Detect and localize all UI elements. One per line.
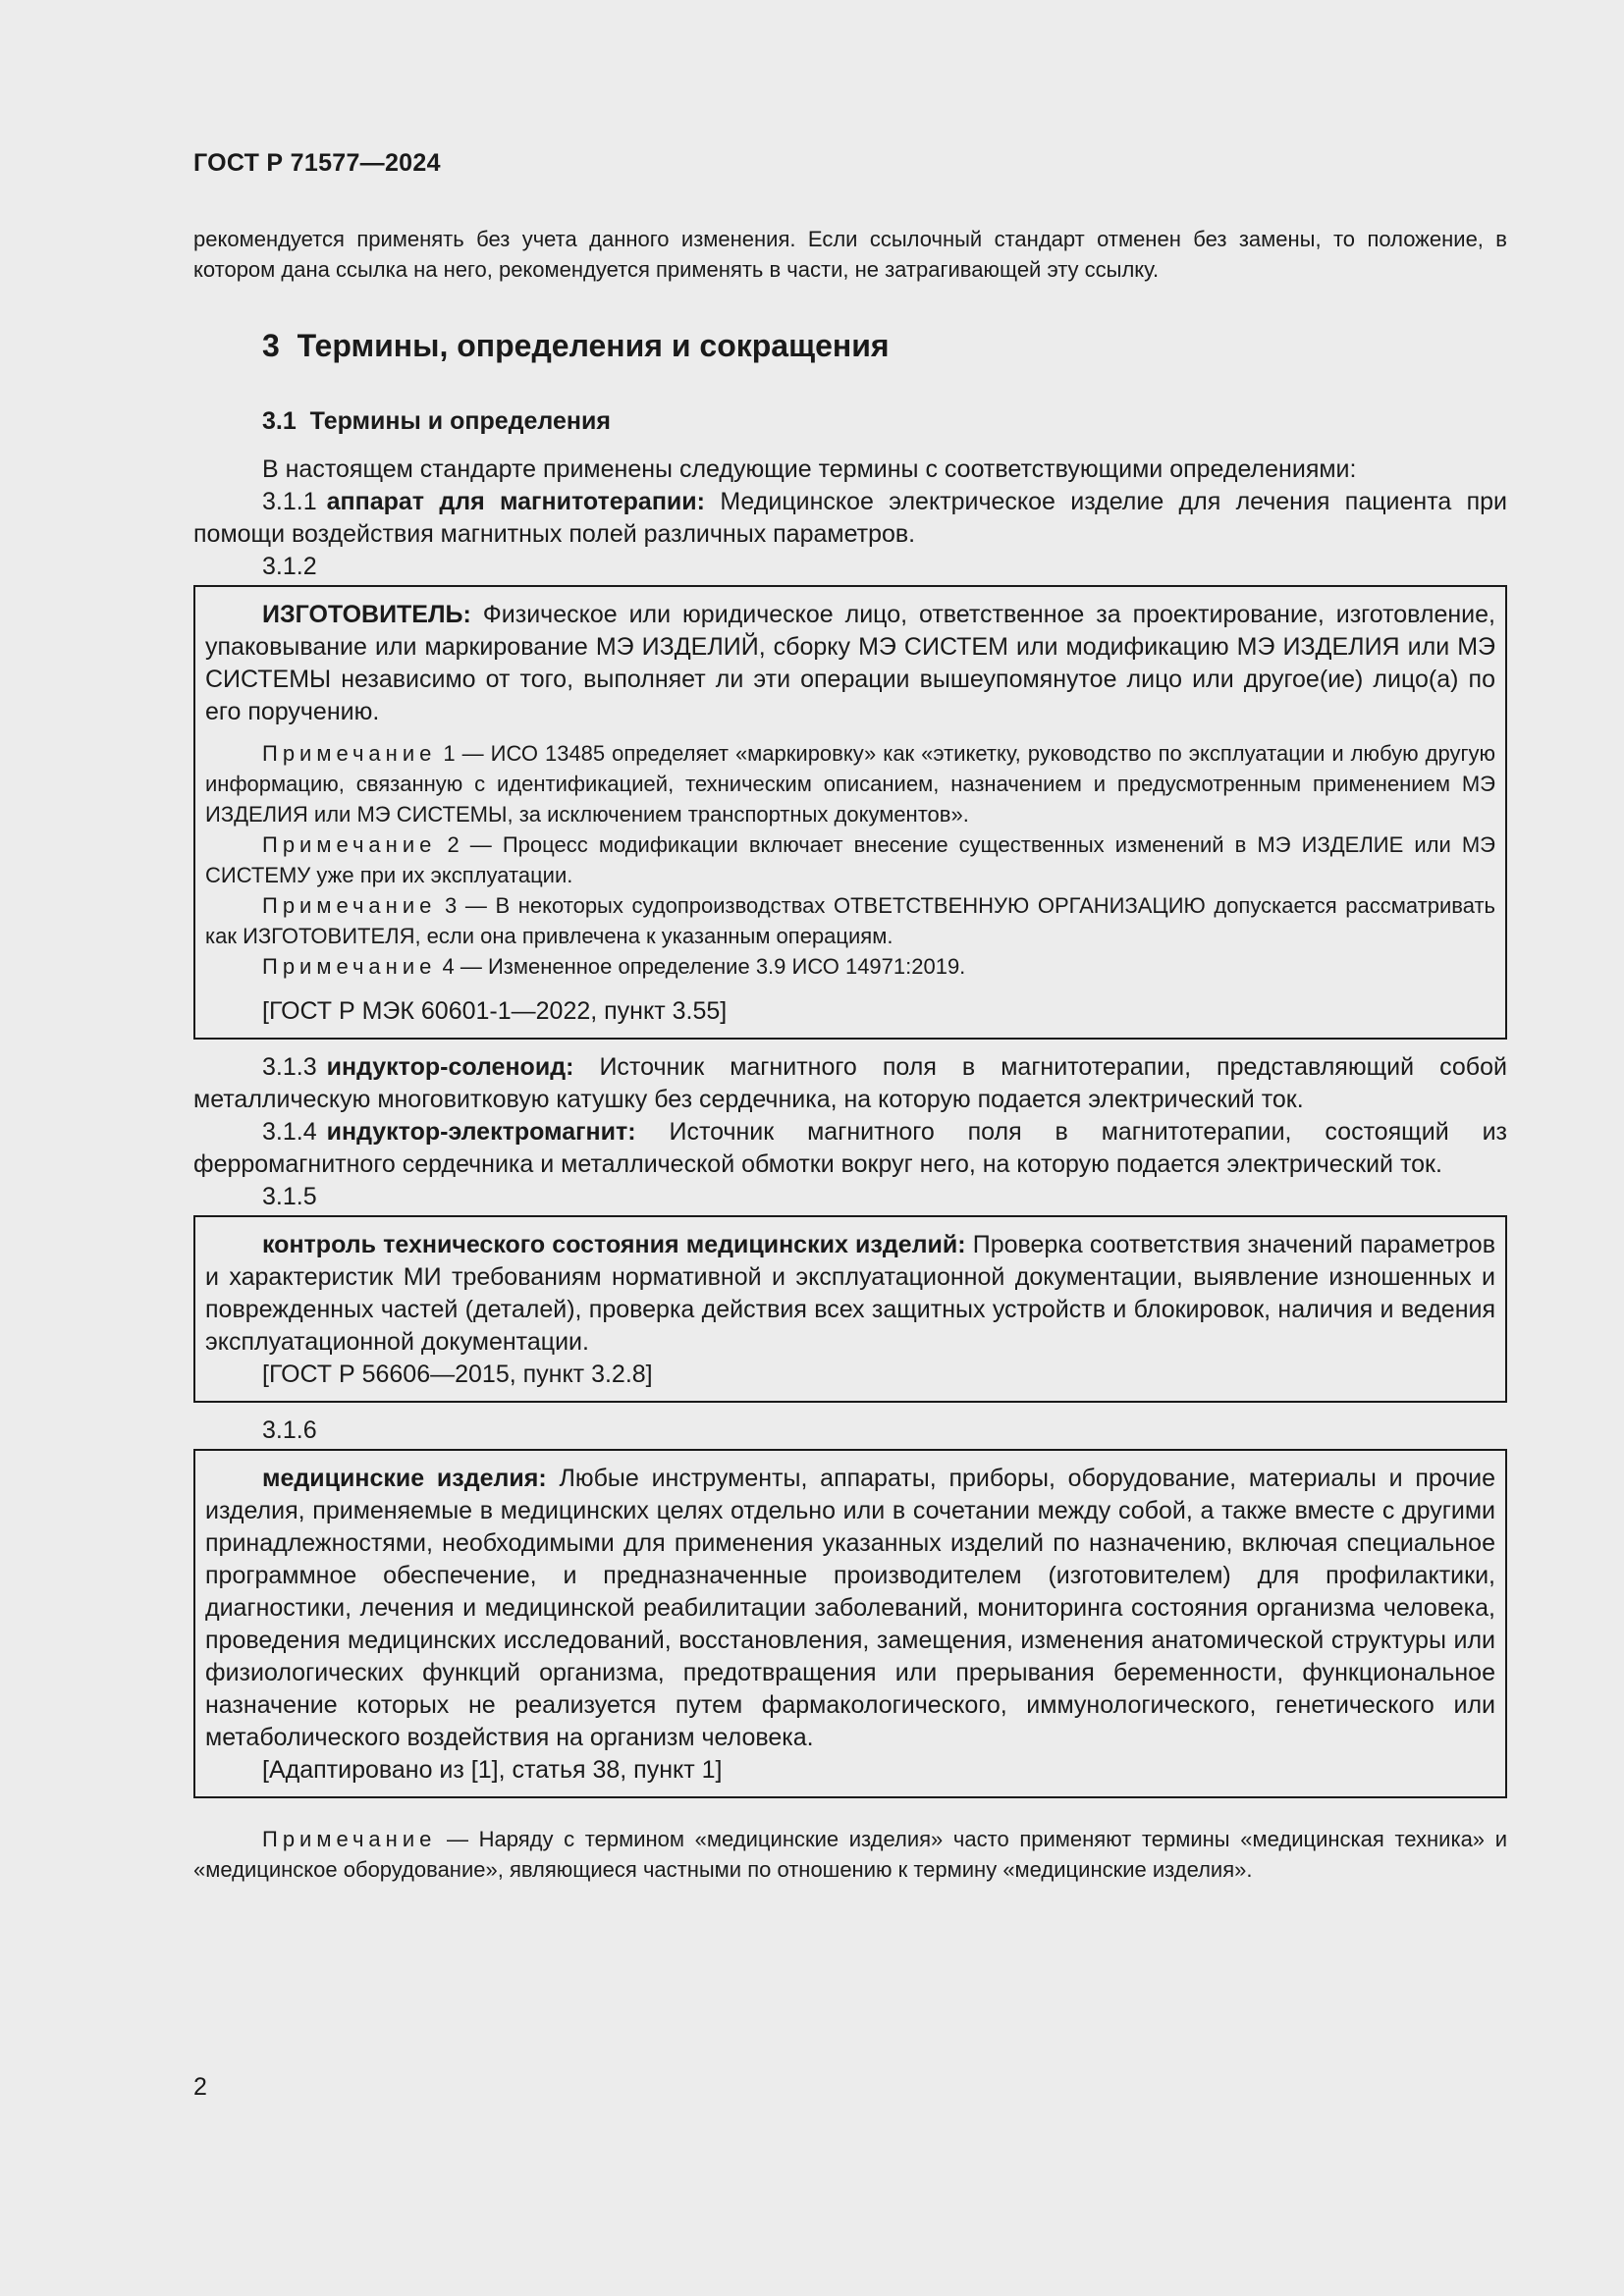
term-definition: Физическое или юридическое лицо, ответственное за проектирование, изготовление, упаковывание или маркирование МЭ ИЗДЕЛИЙ, сборку МЭ СИСТЕМ или модификацию МЭ ИЗДЕЛИЯ или МЭ СИСТЕМЫ независимо от того, выполняет ли эти операции вышеупомянутое лицо или другое(ие) лицо(а) по его поручению. [205, 601, 1495, 725]
term-3-1-2-number: 3.1.2 [262, 553, 317, 580]
subsection-number: 3.1 [262, 407, 297, 435]
page-content [193, 224, 1507, 1885]
page-number: 2 [193, 2073, 207, 2101]
term-definition: Источник магнитного поля в магнитотерапии, представляющий собой металлическую многовитковую катушку без сердечника, на которую подается электрический ток. [193, 1053, 1507, 1113]
term-3-1-5 [205, 1229, 1495, 1359]
term-source: [Адаптировано из [1], статья 38, пункт 1] [262, 1756, 723, 1784]
term-name: индуктор-соленоид: [326, 1053, 574, 1081]
subsection-heading [262, 404, 1507, 438]
note-label: Примечание [262, 1827, 437, 1851]
note-label: Примечание [262, 893, 437, 918]
term-name: аппарат для магнитотерапии: [326, 488, 705, 515]
term-definition: Медицинское электрическое изделие для лечения пациента при помощи воздействия магнитных полей различных параметров. [193, 488, 1508, 548]
term-name: контроль технического состояния медицинских изделий: [262, 1231, 966, 1258]
term-number: 3.1.4 [262, 1118, 317, 1146]
term-definition: Проверка соответствия значений параметров и характеристик МИ требованиям нормативной и эксплуатационной документации, выявление изношенных и поврежденных частей (деталей), проверка действия всех защитных устройств и блокировок, наличия и ведения эксплуатационной документации. [205, 1231, 1495, 1356]
term-definition: Любые инструменты, аппараты, приборы, оборудование, материалы и прочие изделия, применяемые в медицинских целях отдельно или в сочетании между собой, а также вместе с другими принадлежностями, необходимыми для применения указанных изделий по назначению, включая специальное программное обеспечение, и предназначенные производителем (изготовителем) для профилактики, диагностики, лечения и медицинской реабилитации заболеваний, мониторинга состояния организма человека, проведения медицинских исследований, восстановления, замещения, изменения анатомической структуры или физиологических функций организма, предотвращения или прерывания беременности, функциональное назначение которых не реализуется путем фармакологического, иммунологического, генетического или метаболического воздействия на организм человека. [205, 1465, 1496, 1751]
continuation-paragraph: рекомендуется применять без учета данного изменения. Если ссылочный стандарт отменен без замены, то положение, в котором дана ссылка на него, рекомендуется применять в части, не затрагивающей эту ссылку. [193, 227, 1507, 282]
term-number: 3.1.1 [262, 488, 317, 515]
section-number: 3 [262, 328, 280, 363]
term-3-1-1 [193, 486, 1507, 551]
term-3-1-2 [205, 599, 1495, 728]
term-name: медицинские изделия: [262, 1465, 547, 1492]
note-label: Примечание [262, 832, 437, 857]
term-source: [ГОСТ Р 56606—2015, пункт 3.2.8] [262, 1361, 653, 1388]
final-note [193, 1824, 1507, 1885]
section-title: Термины, определения и сокращения [297, 328, 890, 363]
note-3: Примечание 3 — В некоторых судопроизводствах ОТВЕТСТВЕННУЮ ОРГАНИЗАЦИЮ допускается рассматривать как ИЗГОТОВИТЕЛЯ, если она привлечена к указанным операциям. [205, 893, 1495, 948]
term-3-1-6-number: 3.1.6 [262, 1416, 317, 1444]
section-heading [262, 326, 1507, 365]
note-2: Примечание 2 — Процесс модификации включает внесение существенных изменений в МЭ ИЗДЕЛИЕ или МЭ СИСТЕМУ уже при их эксплуатации. [205, 832, 1495, 887]
term-3-1-2-box [193, 585, 1507, 1040]
term-3-1-5-number: 3.1.5 [262, 1183, 317, 1210]
term-3-1-6 [205, 1463, 1495, 1754]
term-3-1-6-box [193, 1449, 1507, 1798]
term-definition: Источник магнитного поля в магнитотерапии, состоящий из ферромагнитного сердечника и металлической обмотки вокруг него, на которую подается электрический ток. [193, 1118, 1507, 1178]
note-label: Примечание [262, 741, 437, 766]
term-3-1-3 [193, 1051, 1507, 1116]
term-number: 3.1.3 [262, 1053, 317, 1081]
document-code-header: ГОСТ Р 71577—2024 [193, 149, 441, 177]
intro-paragraph: В настоящем стандарте применены следующие термины с соответствующими определениями: [262, 455, 1357, 483]
note-label: Примечание [262, 954, 437, 979]
term-3-1-4 [193, 1116, 1507, 1181]
note-text: — Наряду с термином «медицинские изделия» часто применяют термины «медицинская техника» и «медицинское оборудование», являющиеся частными по отношению к термину «медицинские изделия». [193, 1827, 1507, 1882]
subsection-title: Термины и определения [309, 407, 611, 435]
note-1: Примечание 1 — ИСО 13485 определяет «маркировку» как «этикетку, руководство по эксплуатации и любую другую информацию, связанную с идентификацией, техническим описанием, назначением и предусмотренным применением МЭ ИЗДЕЛИЯ или МЭ СИСТЕМЫ, за исключением транспортных документов». [205, 741, 1495, 827]
note-4: Примечание 4 — Измененное определение 3.9 ИСО 14971:2019. [262, 954, 966, 979]
term-name: ИЗГОТОВИТЕЛЬ: [262, 601, 471, 628]
term-source: [ГОСТ Р МЭК 60601-1—2022, пункт 3.55] [262, 997, 728, 1025]
term-name: индуктор-электромагнит: [326, 1118, 636, 1146]
term-3-1-5-box [193, 1215, 1507, 1403]
